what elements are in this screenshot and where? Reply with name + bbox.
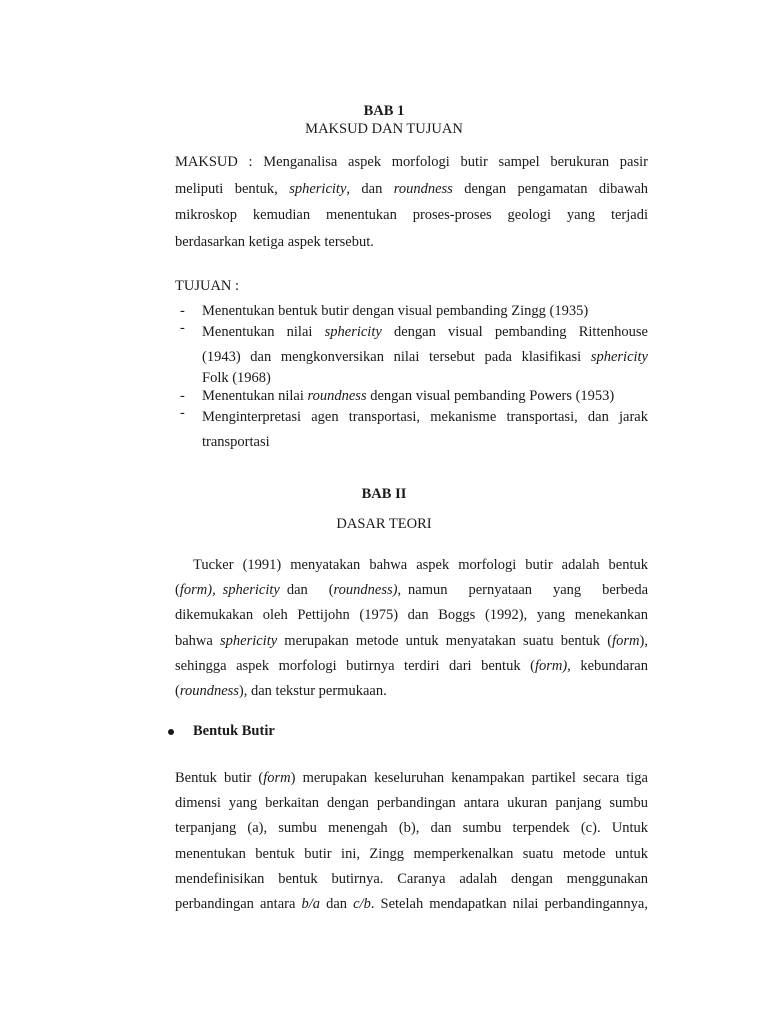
dasar-teori-paragraph [175, 553, 648, 704]
chapter-title: BAB 1 [363, 103, 405, 119]
maksud-line-2: meliputi bentuk, sphericity, dan roundness dengan pengamatan dibawah [175, 180, 649, 197]
maksud-line-4: berdasarkan ketiga aspek tersebut. [175, 233, 374, 250]
bentuk-line-2: dimensi yang berkaitan dengan perbandingan antara ukuran panjang sumbu [175, 795, 648, 812]
maksud-line-1: MAKSUD : Menganalisa aspek morfologi butir sampel berukuran pasir [175, 154, 648, 170]
list-item: Menginterpretasi agen transportasi, mekanisme transportasi, dan jarak transportasi [202, 409, 648, 450]
dasar-line-2: (form), sphericity dan (roundness), namun pernyataan yang berbeda [175, 582, 649, 599]
section-heading: Bentuk Butir [193, 723, 275, 739]
dasar-line-6: (roundness), dan tekstur permukaan. [175, 683, 387, 700]
list-dash: - [180, 388, 185, 404]
bentuk-line-4: menentukan bentuk butir ini, Zingg memperkenalkan suatu metode untuk [175, 845, 648, 862]
list-item: Menentukan bentuk butir dengan visual pembanding Zingg (1935) [202, 303, 589, 319]
chapter-subtitle: MAKSUD DAN TUJUAN [305, 121, 463, 137]
tujuan-heading: TUJUAN : [175, 278, 240, 294]
list-dash: - [180, 320, 185, 336]
chapter-title: BAB II [361, 486, 407, 502]
list-item-continuation: Folk (1968) [202, 370, 271, 386]
list-dash: - [180, 405, 185, 421]
dasar-line-5: sehingga aspek morfologi butirnya terdiri dari bentuk (form), kebundaran [175, 657, 648, 674]
list-dash: - [180, 303, 185, 319]
bullet-icon [168, 729, 174, 735]
chapter-subtitle: DASAR TEORI [336, 516, 432, 532]
bentuk-line-5: mendefinisikan bentuk butirnya. Caranya adalah dengan menggunakan [175, 870, 648, 887]
list-item: Menentukan nilai sphericity dengan visual pembanding Rittenhouse (1943) dan mengkonversikan nilai tersebut pada klasifikasi sphericity [202, 324, 648, 365]
dasar-line-4: bahwa sphericity merupakan metode untuk menyatakan suatu bentuk (form), [175, 632, 649, 649]
bentuk-line-6: perbandingan antara b/a dan c/b. Setelah mendapatkan nilai perbandingannya, [175, 896, 648, 913]
bentuk-line-3: terpanjang (a), sumbu menengah (b), dan sumbu terpendek (c). Untuk [175, 820, 648, 837]
maksud-line-3: mikroskop kemudian menentukan proses-proses geologi yang terjadi [175, 207, 648, 223]
maksud-paragraph [175, 149, 648, 255]
bentuk-butir-paragraph [175, 766, 648, 917]
dasar-line-1: Tucker (1991) menyatakan bahwa aspek morfologi butir adalah bentuk [193, 557, 648, 573]
dasar-line-3: dikemukakan oleh Pettijohn (1975) dan Boggs (1992), yang menekankan [175, 607, 648, 624]
list-item: Menentukan nilai roundness dengan visual pembanding Powers (1953) [202, 388, 615, 404]
bentuk-line-1: Bentuk butir (form) merupakan keseluruhan kenampakan partikel secara tiga [175, 770, 648, 786]
